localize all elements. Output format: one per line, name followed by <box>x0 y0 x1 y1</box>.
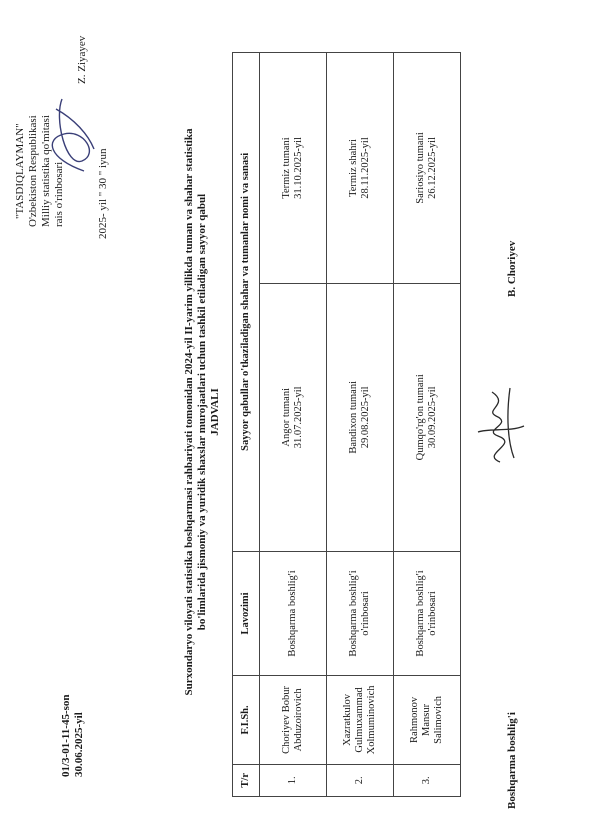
row-position <box>394 551 461 676</box>
header-number: T/r <box>233 764 260 796</box>
name-line: Rahmonov Mansur <box>409 696 432 743</box>
position-line: o'rinbosari <box>360 591 371 636</box>
position-line: o'rinbosari <box>427 591 438 636</box>
signature-title: Boshqarma boshlig'i <box>506 712 518 809</box>
name-line: Salimovich <box>433 696 444 744</box>
document-number: 01/3-01-11-45-son <box>60 694 72 777</box>
header-schedule: Sayyor qabullar o'tkaziladigan shahar va tumanlar nomi va sanasi <box>233 53 260 552</box>
approval-stamp: "TASDIQLAYMAN" <box>14 123 26 219</box>
date: 26.12.2025-yil <box>427 137 438 199</box>
place: Termiz tumani <box>281 137 292 199</box>
date: 31.10.2025-yil <box>293 137 304 199</box>
table-row <box>394 53 461 797</box>
row-schedule-a <box>394 283 461 551</box>
row-name <box>327 676 394 764</box>
table-row <box>260 53 327 797</box>
date: 28.11.2025-yil <box>360 137 371 199</box>
place: Angor tumani <box>281 388 292 447</box>
row-number: 1. <box>260 764 327 796</box>
document-reference <box>60 695 86 778</box>
approval-signer: Z. Ziyayev <box>76 35 88 84</box>
approval-org-line2: Milliy statistika qo'mitasi <box>40 115 52 227</box>
row-number: 3. <box>394 764 461 796</box>
place: Qumqo'rg'on tumani <box>415 374 426 461</box>
position-line: Boshqarma boshlig'i <box>287 570 298 657</box>
signer-name: B. Choriyev <box>506 240 518 297</box>
document-date: 30.06.2025-yil <box>73 712 85 777</box>
row-schedule-b <box>260 53 327 284</box>
name-line: Gulmuxammad <box>354 687 365 753</box>
title-line1: Surxondaryo viloyati statistika boshqarmasi rahbariyati tomonidan 2024-yil II-yarim yillikda tuman va shahar statistika <box>183 128 195 696</box>
approval-date: 2025- yil " 30 " iyun <box>97 148 109 239</box>
approval-block <box>14 19 110 239</box>
approval-org-line3: rais o'rinbosari <box>53 161 65 227</box>
name-line: Abduzoirovich <box>293 688 304 752</box>
date: 30.09.2025-yil <box>427 386 438 449</box>
header-name: F.I.Sh. <box>233 676 260 764</box>
approval-signature-icon <box>44 89 104 179</box>
table-header-row <box>233 53 260 797</box>
date: 29.08.2025-yil <box>360 386 371 449</box>
name-line: Choriyev Bobur <box>281 685 292 754</box>
title-line2: bo'limlarida jismoniy va yuridik shaxslar murojaatlari uchun tashkil etiladigan sayyor qabul <box>196 193 208 631</box>
row-schedule-b <box>327 53 394 284</box>
table-row <box>327 53 394 797</box>
row-position <box>327 551 394 676</box>
row-schedule-a <box>260 283 327 551</box>
place: Sariosiyo tumani <box>415 132 426 204</box>
row-schedule-b <box>394 53 461 284</box>
row-position <box>260 551 327 676</box>
name-line: Xolmuminovich <box>366 685 377 755</box>
row-name <box>394 676 461 764</box>
position-line: Boshqarma boshlig'i <box>348 570 359 657</box>
place: Termiz shahri <box>348 139 359 197</box>
title-line3: JADVALI <box>209 388 221 436</box>
approval-org-line1: O'zbekiston Respublikasi <box>27 115 39 227</box>
date: 31.07.2025-yil <box>293 386 304 449</box>
row-schedule-a <box>327 283 394 551</box>
name-line: Xazratkulov <box>342 693 353 746</box>
schedule-table <box>232 52 461 797</box>
header-position: Lavozimi <box>233 551 260 676</box>
row-name <box>260 676 327 764</box>
place: Bandixon tumani <box>348 381 359 454</box>
handwritten-signature-icon <box>470 382 530 472</box>
position-line: Boshqarma boshlig'i <box>415 570 426 657</box>
document-title <box>183 87 222 737</box>
row-number: 2. <box>327 764 394 796</box>
